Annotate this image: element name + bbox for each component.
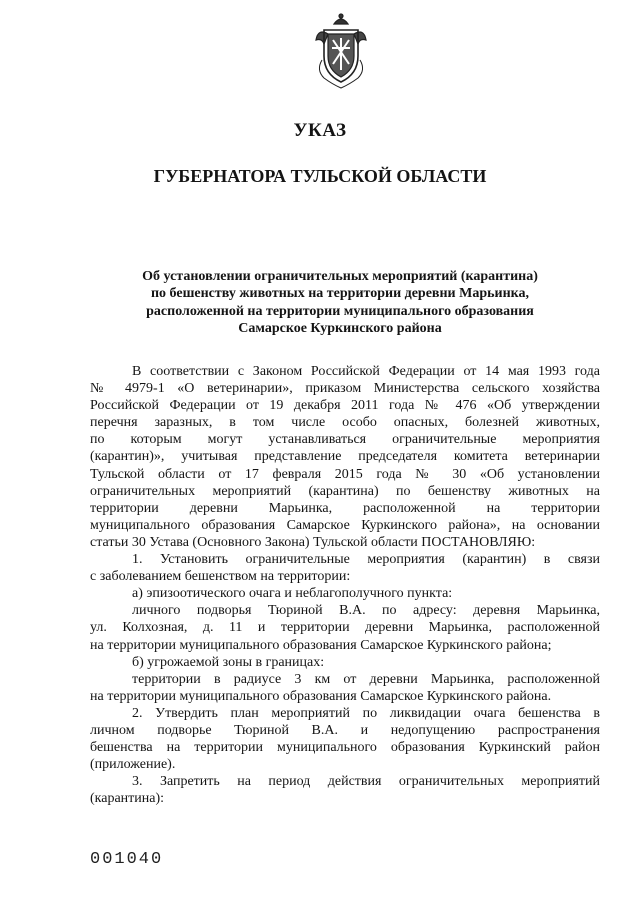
body-line: (приложение). (90, 757, 176, 773)
body-line: на территории муниципального образования Самарское Куркинского района. (90, 688, 552, 704)
body-line: статьи 30 Устава (Основного Закона) Тульской области ПОСТАНОВЛЯЮ: (90, 534, 536, 550)
body-line: ограничительных мероприятий (карантина) по бешенству животных на (90, 483, 600, 499)
body-line: Российской Федерации от 19 декабря 2011 года № 476 «Об утверждении (90, 398, 600, 414)
subject-line: Об установлении ограничительных мероприятий (карантина) (142, 269, 538, 284)
body-line: 2. Утвердить план мероприятий по ликвидации очага бешенства в (132, 705, 600, 721)
body-line: б) угрожаемой зоны в границах: (132, 654, 325, 670)
body-line: 3. Запретить на период действия ограничительных мероприятий (132, 774, 600, 790)
body-line: В соответствии с Законом Российской Федерации от 14 мая 1993 года (132, 364, 600, 379)
decree-body (90, 363, 600, 807)
body-line: территории деревни Марьинка, расположенной на территории (90, 500, 600, 516)
body-line: (карантина): (90, 791, 165, 807)
body-line: личном подворье Тюриной В.А. и недопущению распространения (90, 722, 600, 738)
decree-issuer: ГУБЕРНАТОРА ТУЛЬСКОЙ ОБЛАСТИ (153, 166, 487, 186)
body-line: личного подворья Тюриной В.А. по адресу: деревня Марьинка, (132, 603, 600, 619)
subject-line: по бешенству животных на территории деревни Марьинка, (150, 286, 530, 302)
body-line: 1. Установить ограничительные мероприятия (карантин) в связи (132, 552, 600, 568)
subject-line: Самарское Куркинского района (238, 321, 442, 337)
body-line: а) эпизоотического очага и неблагополучного пункта: (132, 586, 453, 602)
subject-line: расположенной на территории муниципального образования (146, 303, 534, 319)
body-line: территории в радиусе 3 км от деревни Марьинка, расположенной (132, 671, 600, 687)
body-line: (карантин)», учитывая представление председателя комитета ветеринарии (90, 449, 600, 465)
body-line: с заболеванием бешенством на территории: (90, 569, 351, 585)
document-serial-number: 001040 (90, 850, 164, 869)
body-line: по которым могут устанавливаться ограничительные мероприятия (90, 432, 600, 448)
decree-title: УКАЗ (293, 120, 347, 141)
body-line: № 4979-1 «О ветеринарии», приказом Министерства сельского хозяйства (90, 381, 600, 397)
body-line: ул. Колхозная, д. 11 и территории деревни Марьинка, расположенной (90, 620, 600, 636)
body-line: муниципального образования Самарское Куркинского района», на основании (90, 517, 600, 533)
body-line: на территории муниципального образования Самарское Куркинского района; (90, 637, 552, 653)
body-line: перечня заразных, в том числе особо опасных, болезней животных, (90, 415, 600, 431)
decree-subject (110, 268, 570, 338)
body-line: бешенства на территории муниципального образования Куркинский район (90, 740, 600, 756)
body-line: Тульской области от 17 февраля 2015 года № 30 «Об установлении (90, 466, 600, 482)
tula-coat-of-arms-icon (312, 12, 370, 90)
